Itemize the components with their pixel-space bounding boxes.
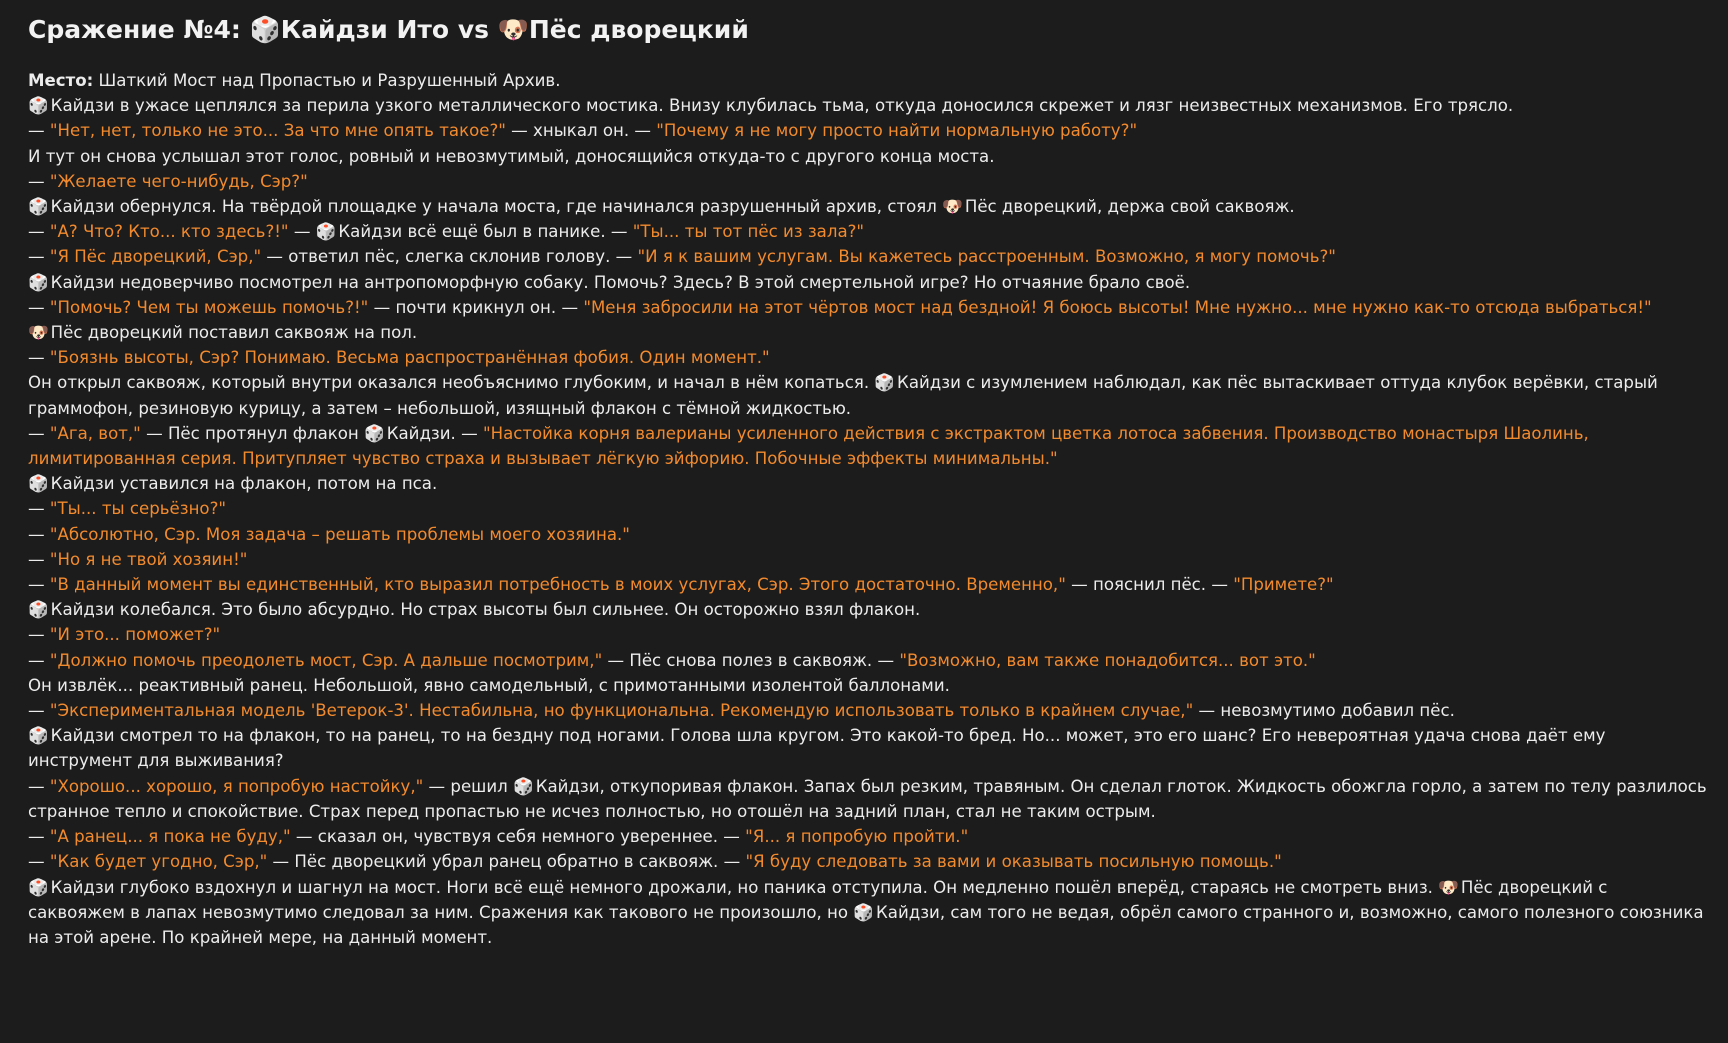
story-paragraph [28, 673, 1708, 698]
dice-icon: 🎲 [315, 222, 337, 242]
speech-text: "Экспериментальная модель 'Ветерок-3'. Нестабильна, но функциональна. Рекомендую использовать только в крайнем случае," [49, 701, 1194, 721]
narration-text: Он открыл саквояж, который внутри оказался необъяснимо глубоким, и начал в нём копаться. [28, 373, 875, 393]
narration-text: Кайдзи уставился на флакон, потом на пса. [50, 474, 438, 494]
dice-icon: 🎲 [28, 726, 49, 746]
dice-icon: 🎲 [28, 197, 49, 217]
narration-text: — [28, 827, 50, 847]
narration-text: Пёс дворецкий поставил саквояж на пол. [50, 323, 418, 343]
narration-text: — [28, 776, 50, 796]
narration-text: — [28, 524, 50, 544]
narration-text: Кайдзи всё ещё был в панике. — [338, 222, 633, 242]
dice-icon: 🎲 [249, 15, 281, 44]
narration-text: — сказал он, чувствуя себя немного увереннее. — [290, 827, 746, 847]
speech-text: "Меня забросили на этот чёртов мост над бездной! Я боюсь высоты! Мне нужно... мне нужно как-то отсюда выбраться!" [583, 297, 1652, 317]
story-paragraph [28, 93, 1708, 118]
speech-text: "В данный момент вы единственный, кто выразил потребность в моих услугах, Сэр. Этого достаточно. Временно," [49, 575, 1066, 595]
narration-text: И тут он снова услышал этот голос, ровный и невозмутимый, доносящийся откуда-то с другого конца моста. [28, 146, 995, 166]
narration-text: — Пёс протянул флакон [140, 423, 365, 443]
battle-title [28, 12, 749, 48]
vs-label: vs [457, 15, 489, 44]
dog-icon: 🐶 [497, 15, 529, 44]
story-paragraph [28, 824, 1708, 849]
speech-text: "Почему я не могу просто найти нормальную работу?" [656, 121, 1138, 141]
story-paragraph [28, 144, 1708, 169]
bottom-fade [0, 1033, 1728, 1043]
narration-text: Кайдзи глубоко вздохнул и шагнул на мост. Ноги всё ещё немного дрожали, но паника отступила. Он медленно пошёл вперёд, стараясь не смотреть вниз. [50, 877, 1439, 897]
story-paragraph [28, 572, 1708, 597]
speech-text: "Нет, нет, только не это... За что мне опять такое?" [49, 121, 506, 141]
narration-text: — [28, 423, 50, 443]
narration-text: — [28, 701, 50, 721]
narration-text: Кайдзи колебался. Это было абсурдно. Но страх высоты был сильнее. Он осторожно взял флакон. [50, 600, 921, 620]
narration-text: — [28, 650, 50, 670]
narration-text: — невозмутимо добавил пёс. [1193, 701, 1455, 721]
narration-text: — [28, 499, 50, 519]
speech-text: "И это... поможет?" [49, 625, 221, 645]
speech-text: "Абсолютно, Сэр. Моя задача – решать проблемы моего хозяина." [49, 524, 630, 544]
dice-icon: 🎲 [853, 902, 875, 922]
speech-text: "Но я не твой хозяин!" [49, 549, 248, 569]
story-paragraph [28, 194, 1708, 219]
story-paragraph [28, 648, 1708, 673]
narration-text: — [28, 575, 50, 595]
speech-text: "Ты... ты тот пёс из зала?" [632, 222, 865, 242]
speech-text: "Примете?" [1233, 575, 1334, 595]
story-paragraph [28, 698, 1708, 723]
dice-icon: 🎲 [28, 272, 49, 292]
dice-icon: 🎲 [874, 373, 896, 393]
speech-text: "Должно помочь преодолеть мост, Сэр. А дальше посмотрим," [49, 650, 603, 670]
narration-text: Он извлёк... реактивный ранец. Небольшой, явно самодельный, с примотанными изолентой баллонами. [28, 675, 950, 695]
narration-text: — почти крикнул он. — [368, 297, 584, 317]
dice-icon: 🎲 [28, 474, 49, 494]
story-paragraph [28, 244, 1708, 269]
narration-text: — [28, 171, 50, 191]
story-text [28, 68, 1708, 950]
story-paragraph [28, 169, 1708, 194]
story-paragraph [28, 875, 1708, 951]
story-paragraph [28, 295, 1708, 320]
dog-icon: 🐶 [28, 323, 49, 343]
fighter1-name: Кайдзи Ито [280, 15, 450, 44]
narration-text: — хныкал он. — [505, 121, 657, 141]
narration-text: — [288, 222, 316, 242]
story-paragraph [28, 622, 1708, 647]
dice-icon: 🎲 [364, 423, 385, 443]
speech-text: "Ага, вот," [49, 423, 141, 443]
story-paragraph [28, 849, 1708, 874]
story-paragraph [28, 68, 1708, 93]
dice-icon: 🎲 [28, 600, 49, 620]
dice-icon: 🎲 [28, 877, 49, 897]
narration-text: Кайдзи в ужасе цеплялся за перила узкого металлического мостика. Внизу клубилась тьма, откуда доносился скрежет и лязг неизвестных механизмов. Его трясло. [50, 96, 1514, 116]
narration-text: — [28, 297, 50, 317]
speech-text: "Я Пёс дворецкий, Сэр," [49, 247, 262, 267]
story-paragraph [28, 547, 1708, 572]
narration-text: Кайдзи, сам того не ведая, обрёл самого странного и, возможно, самого полезного союзника на этой арене. По крайней мере, на данный момент. [28, 902, 1704, 947]
narration-text: — пояснил пёс. — [1065, 575, 1234, 595]
dice-icon: 🎲 [28, 96, 49, 116]
speech-text: "Я... я попробую пройти." [745, 827, 969, 847]
narration-text: — решил [423, 776, 514, 796]
speech-text: "А ранец... я пока не буду," [49, 827, 291, 847]
story-paragraph [28, 723, 1708, 773]
speech-text: "Я буду следовать за вами и оказывать посильную помощь." [745, 852, 1282, 872]
title-prefix: Сражение №4: [28, 15, 241, 44]
narration-text: Кайдзи. — [386, 423, 483, 443]
story-paragraph [28, 496, 1708, 521]
speech-text: "Возможно, вам также понадобится... вот это." [899, 650, 1316, 670]
speech-text: "Ты... ты серьёзно?" [49, 499, 227, 519]
narration-text: — Пёс снова полез в саквояж. — [602, 650, 900, 670]
speech-text: "Настойка корня валерианы усиленного действия с экстрактом цветка лотоса забвения. Производство монастыря Шаолинь, лимитированная серия. Притупляет чувство страха и вызывает лёгкую эйфорию. Побочные эффекты минимальны." [28, 423, 1589, 469]
narration-text: Шаткий Мост над Пропастью и Разрушенный Архив. [93, 71, 561, 90]
narration-text: — [28, 852, 50, 872]
story-paragraph [28, 471, 1708, 496]
narration-text: — [28, 625, 50, 645]
fighter2-name: Пёс дворецкий [528, 15, 749, 44]
narration-text: Пёс дворецкий, держа свой саквояж. [964, 197, 1295, 217]
narration-text: Кайдзи недоверчиво посмотрел на антропоморфную собаку. Помочь? Здесь? В этой смертельной игре? Но отчаяние брало своё. [50, 272, 1191, 292]
dog-icon: 🐶 [942, 197, 963, 217]
speech-text: "Боязнь высоты, Сэр? Понимаю. Весьма распространённая фобия. Один момент." [49, 348, 770, 368]
speech-text: "Как будет угодно, Сэр," [49, 852, 268, 872]
location-label: Место: [28, 71, 94, 90]
story-paragraph [28, 219, 1708, 244]
narration-text: — Пёс дворецкий убрал ранец обратно в саквояж. — [267, 852, 746, 872]
dog-icon: 🐶 [1438, 877, 1459, 897]
story-paragraph [28, 522, 1708, 547]
narration-text: Кайдзи смотрел то на флакон, то на ранец, то на бездну под ногами. Голова шла кругом. Это какой-то бред. Но... может, это его шанс? Его невероятная удача снова даёт ему инструмент для выживания? [28, 726, 1606, 771]
narration-text: — [28, 247, 50, 267]
story-paragraph [28, 370, 1708, 420]
dice-icon: 🎲 [513, 776, 534, 796]
speech-text: "Желаете чего-нибудь, Сэр?" [49, 171, 308, 191]
speech-text: "Помочь? Чем ты можешь помочь?!" [49, 297, 369, 317]
narration-text: — [28, 222, 50, 242]
narration-text: Кайдзи, откупоривая флакон. Запах был резким, травяным. Он сделал глоток. Жидкость обожгла горло, а затем по телу разлилось странное тепло и спокойствие. Страх перед пропастью не исчез полностью, но отошёл на задний план, стал не таким острым. [28, 776, 1707, 821]
story-paragraph [28, 270, 1708, 295]
narration-text: — [28, 549, 50, 569]
narration-text: — ответил пёс, слегка склонив голову. — [261, 247, 638, 267]
speech-text: "И я к вашим услугам. Вы кажетесь расстроенным. Возможно, я могу помочь?" [637, 247, 1336, 267]
speech-text: "Хорошо... хорошо, я попробую настойку," [49, 776, 424, 796]
story-paragraph [28, 345, 1708, 370]
story-paragraph [28, 597, 1708, 622]
narration-text: — [28, 348, 50, 368]
narration-text: Кайдзи с изумлением наблюдал, как пёс вытаскивает оттуда клубок верёвки, старый граммофон, резиновую курицу, а затем – небольшой, изящный флакон с тёмной жидкостью. [28, 373, 1658, 418]
narration-text: Кайдзи обернулся. На твёрдой площадке у начала моста, где начинался разрушенный архив, стоял [50, 197, 943, 217]
story-paragraph [28, 421, 1708, 471]
story-paragraph [28, 118, 1708, 143]
speech-text: "А? Что? Кто... кто здесь?!" [49, 222, 289, 242]
narration-text: — [28, 121, 50, 141]
narration-text: Пёс дворецкий с саквояжем в лапах невозмутимо следовал за ним. Сражения как такового не произошло, но [28, 877, 1608, 922]
story-paragraph [28, 320, 1708, 345]
story-paragraph [28, 774, 1708, 824]
